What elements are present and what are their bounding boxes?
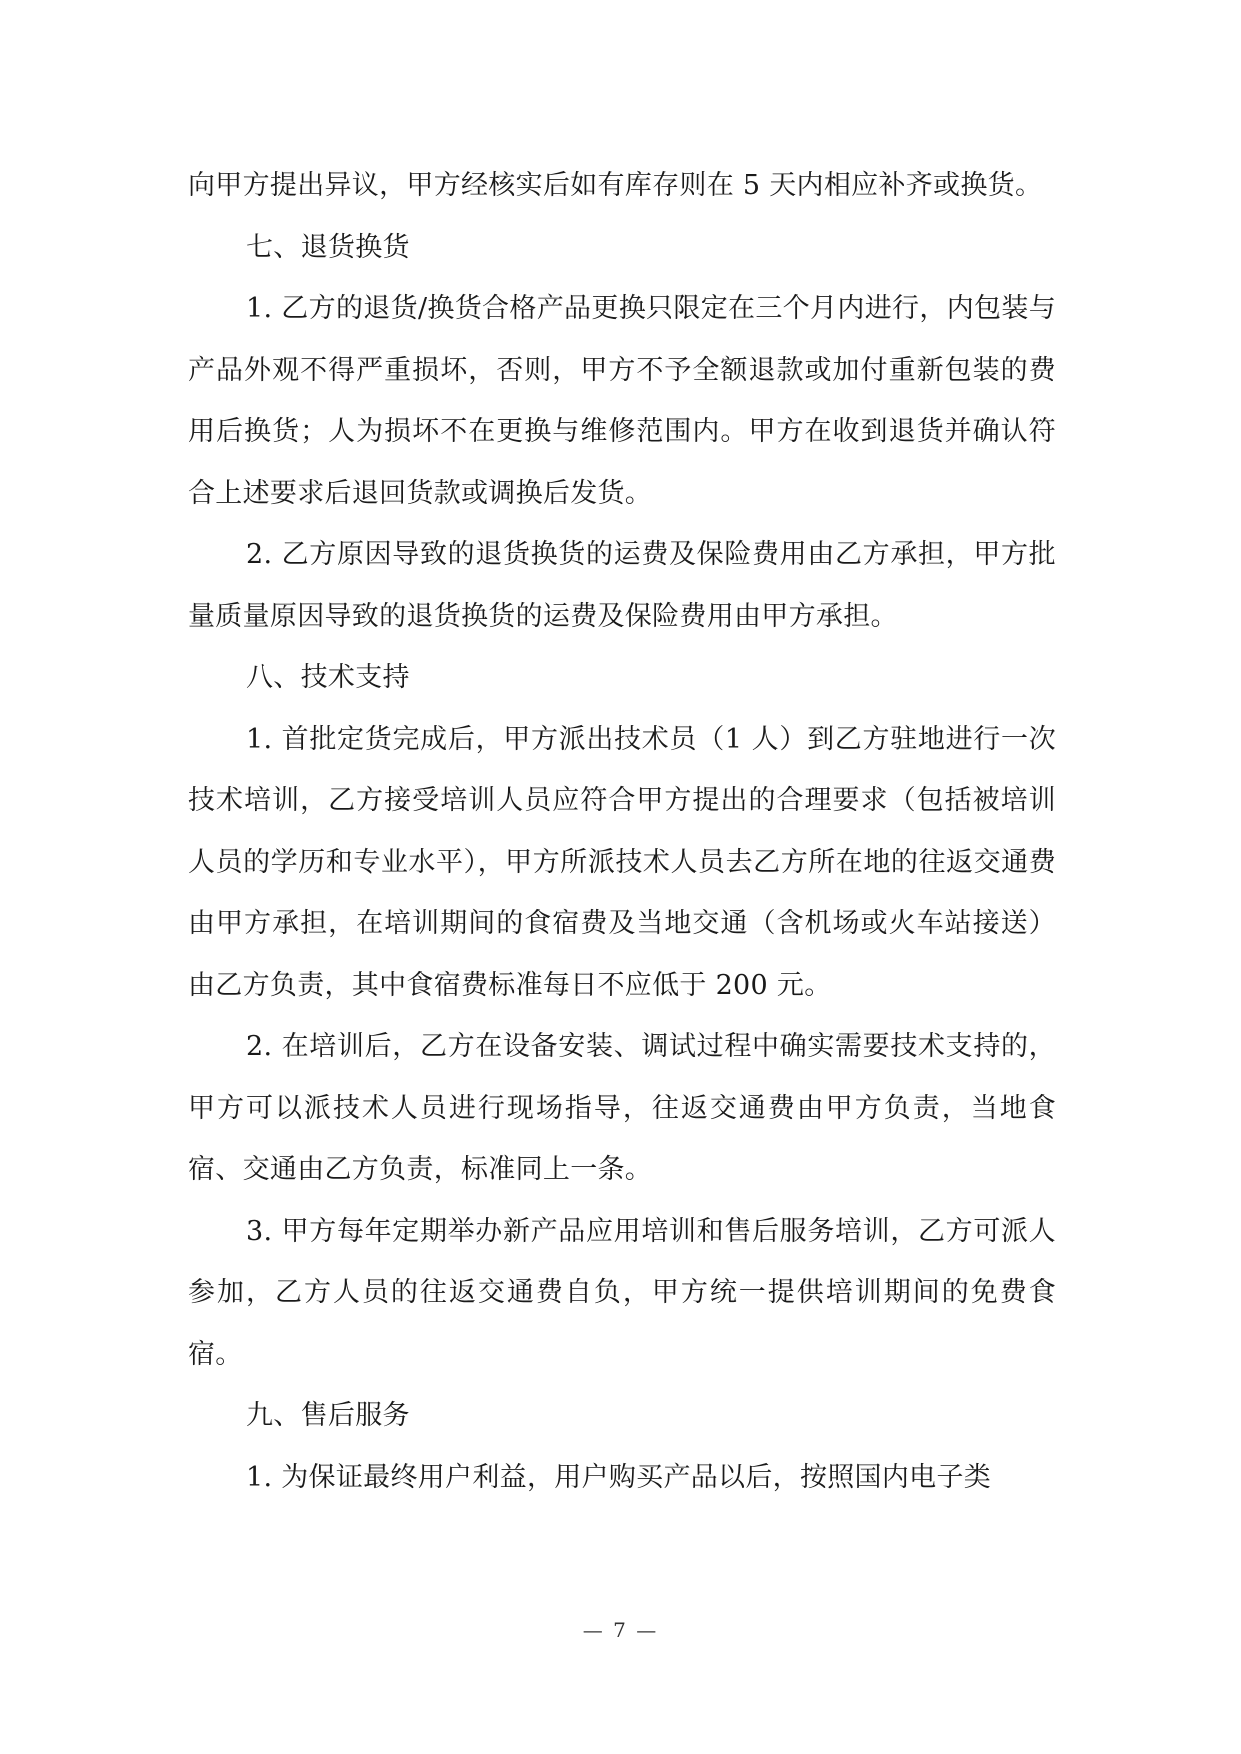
page-number: — 7 — [582,1618,659,1642]
clause-8-2: 2. 在培训后，乙方在设备安装、调试过程中确实需要技术支持的，甲方可以派技术人员进行现场指导，往返交通费由甲方负责，当地食宿、交通由乙方负责，标准同上一条。 [188,1031,1056,1185]
clause-8-3: 3. 甲方每年定期举办新产品应用培训和售后服务培训，乙方可派人参加，乙方人员的往返交通费自负，甲方统一提供培训期间的免费食宿。 [188,1215,1056,1370]
clause-9-1: 1. 为保证最终用户利益，用户购买产品以后，按照国内电子类 [246,1461,992,1493]
section-heading-technical-support: 八、技术支持 [246,662,410,693]
clause-7-2: 2. 乙方原因导致的退货换货的运费及保险费用由乙方承担，甲方批量质量原因导致的退货换货的运费及保险费用由甲方承担。 [188,539,1056,632]
document-body [188,155,1056,1508]
clause-8-1: 1. 首批定货完成后，甲方派出技术员（1 人）到乙方驻地进行一次技术培训，乙方接受培训人员应符合甲方提出的合理要求（包括被培训人员的学历和专业水平），甲方所派技术人员去乙方所在地的往返交通费由甲方承担，在培训期间的食宿费及当地交通（含机场或火车站接送）由乙方负责，其中食宿费标准每日不应低于 200 元。 [188,723,1056,1001]
paragraph-continuation: 向甲方提出异议，甲方经核实后如有库存则在 5 天内相应补齐或换货。 [188,170,1043,201]
clause-7-1: 1. 乙方的退货/换货合格产品更换只限定在三个月内进行，内包装与产品外观不得严重损坏，否则，甲方不予全额退款或加付重新包装的费用后换货；人为损坏不在更换与维修范围内。甲方在收到退货并确认符合上述要求后退回货款或调换后发货。 [188,293,1056,509]
section-heading-return-exchange: 七、退货换货 [246,231,410,263]
section-heading-after-sales-service: 九、售后服务 [246,1400,410,1431]
